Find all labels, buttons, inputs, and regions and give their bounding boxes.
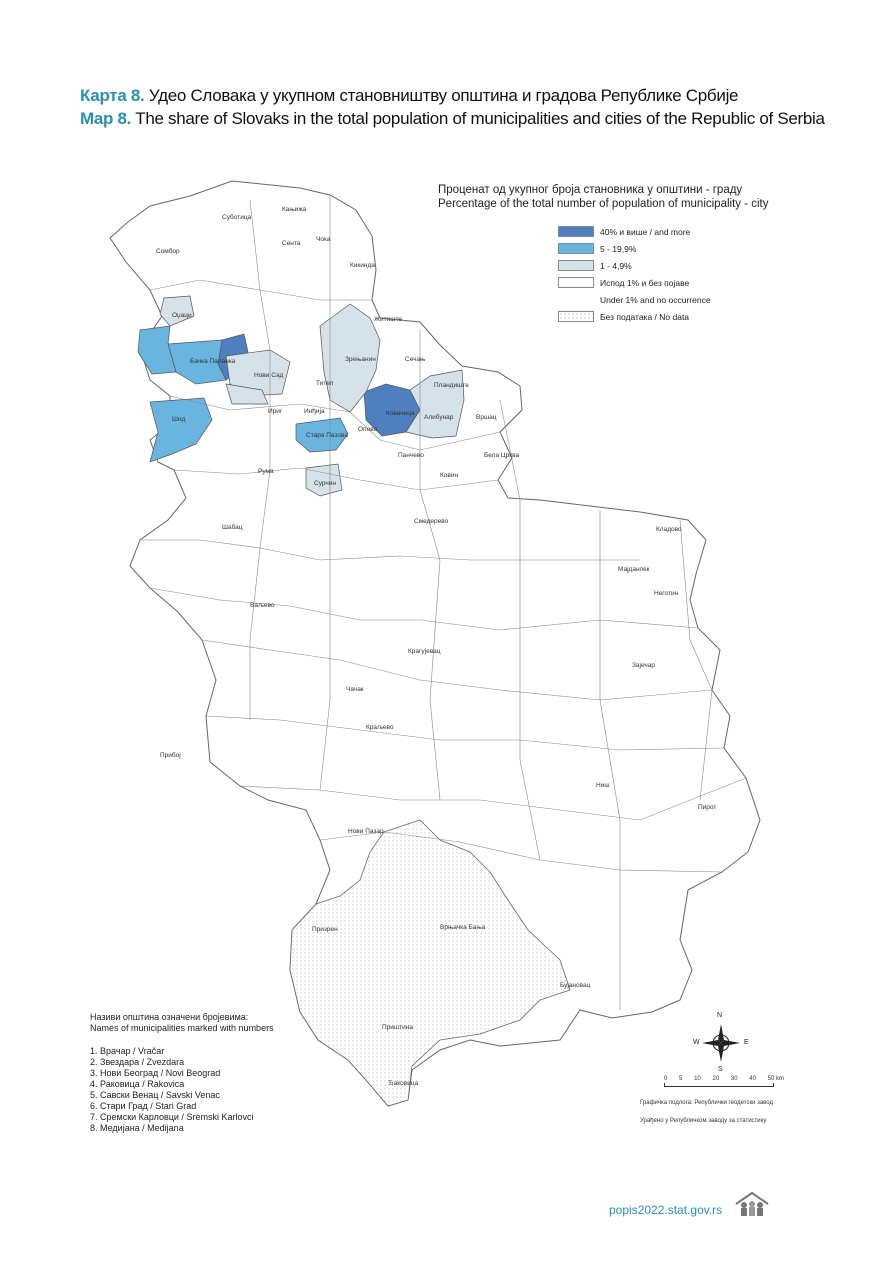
map-label: Шид xyxy=(172,416,186,423)
legend-row xyxy=(558,291,858,308)
compass-s: S xyxy=(718,1066,723,1073)
numbered-header xyxy=(90,1012,274,1034)
numbered-item: 5. Савски Венац / Savski Venac xyxy=(90,1090,220,1100)
map-label: Вршац xyxy=(476,414,497,421)
title-en-text: The share of Slovaks in the total population of municipalities and cities of the Republic of Serbia xyxy=(135,109,825,128)
scale-tick: 20 xyxy=(712,1076,720,1082)
map-label: Приштина xyxy=(382,1024,413,1031)
map-label: Нови Сад xyxy=(254,372,284,379)
credit-line: Урађено у Републичком заводу за статистику xyxy=(640,1118,767,1124)
map-label: Зрењанин xyxy=(345,356,376,363)
legend-swatch xyxy=(558,260,594,271)
legend-swatch xyxy=(558,226,594,237)
map-label: Кикинда xyxy=(350,262,375,269)
map-label: Зајечар xyxy=(632,662,656,669)
map-label: Прибој xyxy=(160,752,181,759)
scale-tick: 0 xyxy=(664,1076,668,1082)
map-label: Бачка Паланка xyxy=(190,358,236,365)
legend-header-sr: Проценат од укупног броја становника у општини - граду xyxy=(438,184,743,196)
map-label: Нови Пазар xyxy=(348,828,384,835)
map-label: Сомбор xyxy=(156,248,180,255)
numbered-item: 8. Медијана / Medijana xyxy=(90,1123,184,1133)
title-sr-text: Удео Словака у укупном становништву општина и градова Републике Србије xyxy=(148,86,739,105)
legend-label: Испод 1% и без појаве xyxy=(600,277,690,288)
map-label: Опово xyxy=(358,426,378,433)
legend-label: 1 - 4,9% xyxy=(600,260,632,271)
map-label: Пирот xyxy=(698,804,717,811)
map-label: Бујановац xyxy=(560,982,591,989)
numbered-item: 6. Стари Град / Stari Grad xyxy=(90,1101,197,1111)
legend-row xyxy=(558,240,858,257)
numbered-item: 7. Сремски Карловци / Sremski Karlovci xyxy=(90,1112,254,1122)
legend-row xyxy=(558,274,858,291)
legend-row xyxy=(558,223,858,240)
legend xyxy=(438,183,858,325)
map-label: Суботица xyxy=(222,214,252,221)
compass-e: E xyxy=(744,1039,749,1046)
region-surcin xyxy=(306,464,342,496)
map-label: Житиште xyxy=(374,316,402,323)
title-sr-prefix: Карта 8. xyxy=(80,86,145,105)
map-label: Бела Црква xyxy=(484,452,520,459)
scale-tick: 50 km xyxy=(767,1076,784,1082)
legend-row xyxy=(558,308,858,325)
credits xyxy=(640,1094,773,1130)
map-label: Панчево xyxy=(398,452,424,459)
map-label: Чока xyxy=(316,236,331,243)
map-label: Шабац xyxy=(222,524,243,531)
title-en-prefix: Map 8. xyxy=(80,109,132,128)
legend-label: 40% и више / and more xyxy=(600,226,691,237)
map-label: Инђија xyxy=(304,408,325,415)
legend-swatch xyxy=(558,243,594,254)
numbered-item: 2. Звездара / Zvezdara xyxy=(90,1057,185,1067)
compass-n: N xyxy=(717,1012,723,1019)
scale-tick: 10 xyxy=(694,1076,701,1082)
numbered-header-en: Names of municipalities marked with numbers xyxy=(90,1023,274,1033)
map-label: Крагујевац xyxy=(408,648,441,655)
map-label: Краљево xyxy=(366,724,394,731)
legend-swatch xyxy=(558,277,594,288)
scale-tick: 5 xyxy=(679,1076,683,1082)
legend-swatch-blank xyxy=(558,294,594,305)
map-label: Стара Пазова xyxy=(306,432,348,439)
scale-tick: 40 xyxy=(749,1076,756,1082)
map-label: Смедерево xyxy=(414,518,449,525)
legend-row xyxy=(558,257,858,274)
map-label: Рума xyxy=(258,468,274,475)
map-label: Мајданпек xyxy=(618,566,650,573)
compass-w: W xyxy=(693,1039,700,1046)
map-label: Сечањ xyxy=(405,356,426,363)
map-label: Неготин xyxy=(654,590,679,597)
map-label: Алибунар xyxy=(424,414,454,421)
map-label: Ваљево xyxy=(250,602,275,609)
legend-label: Без података / No data xyxy=(600,311,690,322)
map-label: Сента xyxy=(282,240,301,247)
credit-line: Графичка подлога: Републички геодетски завод xyxy=(640,1100,774,1106)
map-label: Ириг xyxy=(268,408,283,415)
map-label: Кањижа xyxy=(282,206,307,213)
numbered-municipalities xyxy=(90,1012,274,1134)
map-label: Оџаци xyxy=(172,312,192,319)
map-label: Призрен xyxy=(312,926,338,933)
map-label: Тител xyxy=(316,380,334,387)
legend-header-en: Percentage of the total number of population of municipality - city xyxy=(438,198,769,210)
legend-swatch-dotted xyxy=(558,311,594,322)
map-label: Ковин xyxy=(440,472,459,479)
map-label: Ђаковица xyxy=(388,1080,419,1087)
numbered-header-sr: Називи општина означени бројевима: xyxy=(90,1012,249,1022)
legend-label: 5 - 19,9% xyxy=(600,243,637,254)
legend-items xyxy=(558,223,858,325)
scale-bar xyxy=(664,1076,784,1087)
footer-url[interactable]: popis2022.stat.gov.rs xyxy=(609,1203,723,1217)
legend-label: Under 1% and no occurrence xyxy=(600,294,711,305)
numbered-item: 1. Врачар / Vračar xyxy=(90,1046,165,1056)
map-label: Чачак xyxy=(346,686,364,693)
compass-rose-icon xyxy=(700,1022,742,1064)
scale-line xyxy=(664,1083,774,1087)
map-label: Кладово xyxy=(656,526,682,533)
map-label: Ковачица xyxy=(386,410,415,417)
map-label: Пландиште xyxy=(434,382,469,389)
map-label: Ниш xyxy=(596,782,610,789)
census-logo-icon xyxy=(732,1190,772,1218)
numbered-item: 3. Нови Београд / Novi Beograd xyxy=(90,1068,221,1078)
scale-tick: 30 xyxy=(730,1076,738,1082)
map-label: Врњачка Бања xyxy=(440,924,486,931)
map-label: Сурчин xyxy=(314,480,336,487)
numbered-item: 4. Раковица / Rakovica xyxy=(90,1079,185,1089)
